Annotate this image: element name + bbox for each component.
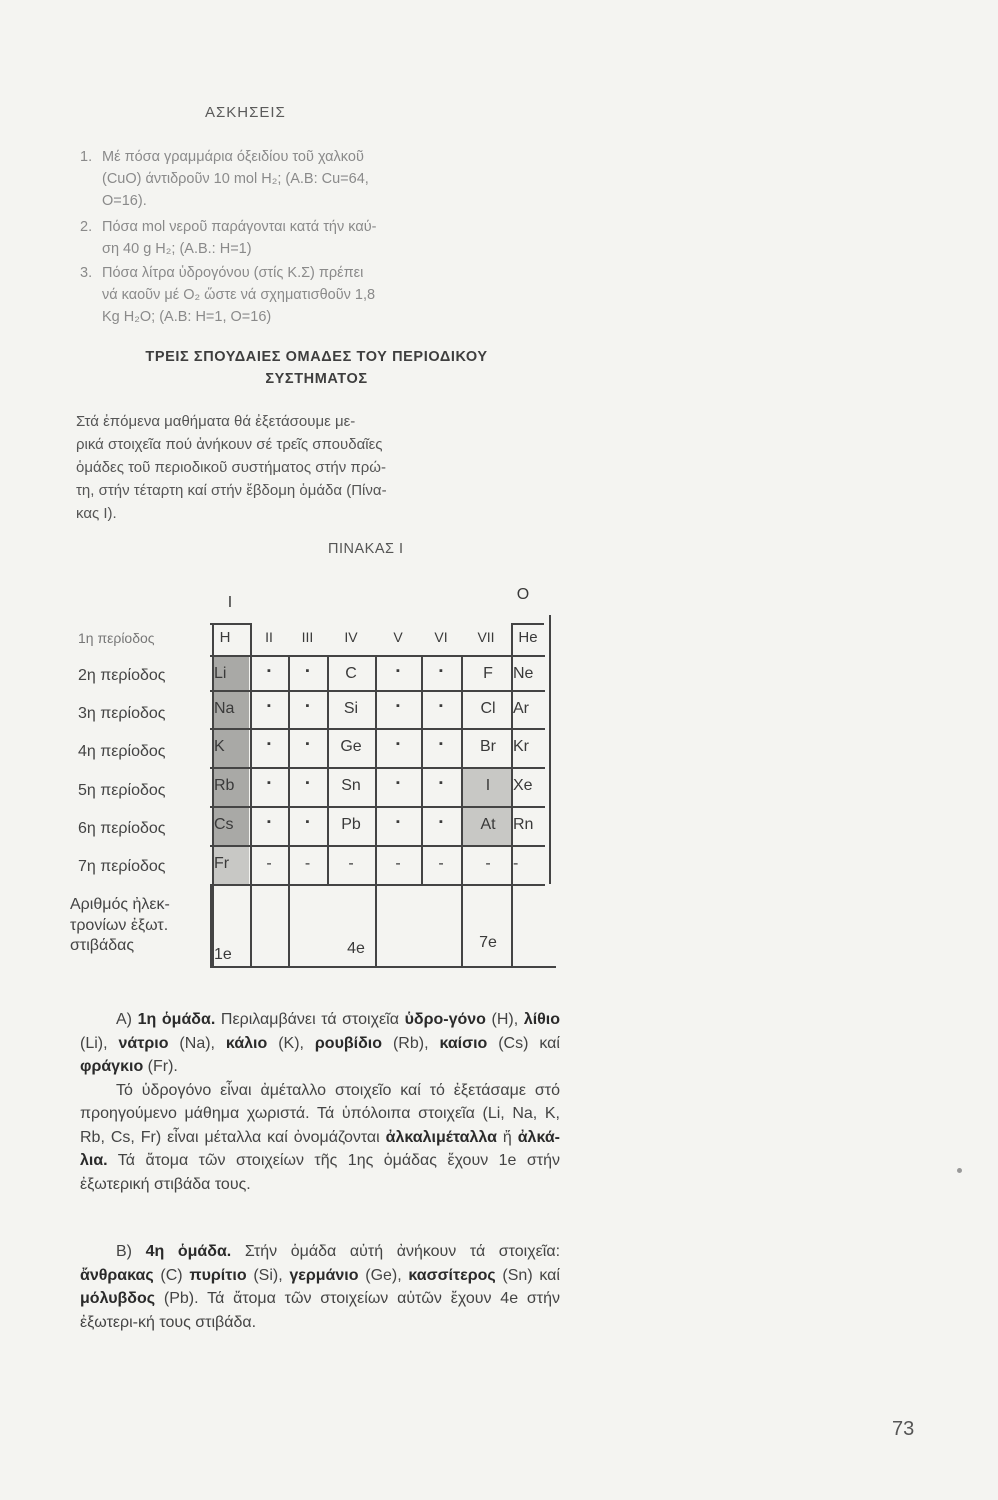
element-g0: Ar	[513, 700, 529, 717]
para-text: Τό ὑδρογόνο εἶναι ἀμέταλλο στοιχεῖο καί τό ἐξετάσαμε στό προηγούμενο μάθημα χωριστά. Τά ὑπόλοιπα στοιχεῖα (Li, Na, K, Rb, Cs, Fr) εἶναι μέταλλα καί ὀνομάζονται	[80, 1081, 560, 1146]
exercise-line: (CuO) άντιδροῦν 10 mol H₂; (A.B: Cu=64,	[102, 171, 369, 187]
group-header: VII	[477, 629, 495, 645]
period-label: 7η περίοδος	[78, 858, 166, 875]
grid-line	[461, 655, 463, 966]
element-g4: Ge	[340, 738, 362, 755]
filler-mark: ▪	[305, 738, 310, 750]
intro-line: τη, στήν τέταρτη καί στήν ἕβδομη ὁμάδα (Πίνα-	[76, 482, 387, 499]
element-g1: K	[214, 738, 225, 755]
grid-line	[210, 806, 545, 808]
electrons-label-line: Αριθμός ἠλεκ-	[70, 896, 170, 913]
para-bold: μόλυβδος	[80, 1290, 156, 1307]
electrons-g7: 7e	[479, 934, 497, 951]
grid-line	[375, 655, 377, 966]
filler-mark: -	[395, 855, 401, 872]
filler-mark: ▪	[439, 816, 443, 828]
para-text: (Na),	[168, 1034, 226, 1052]
para-bold: κάλιο	[225, 1034, 268, 1052]
period-label: 4η περίοδος	[78, 743, 166, 760]
element-g0: Ne	[513, 665, 534, 682]
filler-mark: ▪	[267, 777, 271, 789]
para-bold: καίσιο	[439, 1034, 488, 1052]
filler-mark: ▪	[439, 738, 443, 750]
filler-mark: ▪	[439, 777, 443, 789]
para-bold: ἄνθρακας	[80, 1266, 154, 1284]
element-g7: I	[485, 777, 491, 794]
grid-line	[511, 623, 513, 966]
para-text: (Rb),	[382, 1034, 440, 1052]
element-g7: Cl	[480, 700, 496, 717]
filler-mark: ▪	[396, 816, 400, 828]
grid-line	[210, 884, 212, 966]
filler-mark: ▪	[439, 700, 443, 712]
para-bold: 4η ὁμάδα.	[145, 1243, 232, 1260]
electrons-label-line: στιβάδας	[70, 937, 135, 954]
exercise-line: Πόσα mol νεροῦ παράγονται κατά τήν καύ-	[102, 219, 377, 235]
element-g1: Li	[214, 665, 227, 682]
element-g1: Fr	[214, 855, 230, 872]
grid-line	[210, 690, 545, 692]
grid-line	[210, 767, 545, 769]
intro-line: ρικά στοιχεῖα πού ἀνήκουν σέ τρεῖς σπουδαῖες	[76, 436, 383, 453]
para-text: (Ge),	[358, 1266, 409, 1284]
filler-mark: -	[266, 855, 272, 872]
element-g1: Na	[214, 700, 235, 717]
element-g1: Rb	[214, 777, 235, 794]
para-bold: ἀλκαλιμέταλλα	[385, 1128, 497, 1146]
para-text: Περιλαμβάνει τά στοιχεῖα	[215, 1011, 405, 1028]
para-bold: νάτριο	[118, 1034, 169, 1052]
grid-line	[250, 623, 252, 966]
period-label: 6η περίοδος	[78, 820, 166, 837]
grid-line	[210, 728, 545, 730]
group-header: V	[393, 629, 403, 645]
group-label-I: I	[227, 594, 233, 611]
section-title-line: ΤΡΕΙΣ ΣΠΟΥΔΑΙΕΣ ΟΜΑΔΕΣ ΤΟΥ ΠΕΡΙΟΔΙΚΟΥ	[145, 349, 488, 365]
element-g4: Pb	[341, 816, 361, 833]
element-g4: Si	[343, 700, 359, 717]
grid-line	[210, 623, 250, 625]
exercise-line: Πόσα λίτρα ὑδρογόνου (στίς Κ.Σ) πρέπει	[102, 265, 364, 281]
table-caption: ΠΙΝΑΚΑΣ I	[328, 541, 404, 557]
grid-line	[210, 655, 545, 657]
electrons-g4: 4e	[347, 940, 365, 957]
filler-mark: ▪	[267, 665, 271, 677]
para-text: (Si),	[246, 1266, 290, 1284]
element-g7: Br	[480, 738, 496, 755]
para-bold: ρουβίδιο	[314, 1034, 383, 1052]
paragraph-group-4	[80, 1240, 560, 1334]
para-text: Στήν ὁμάδα αὐτή ἀνήκουν τά στοιχεῖα:	[231, 1243, 561, 1260]
exercise-number: 3.	[80, 265, 93, 281]
filler-mark: ▪	[396, 738, 400, 750]
para-bold: 1η ὁμάδα.	[137, 1011, 216, 1028]
grid-line	[421, 655, 423, 884]
group-label-O: O	[516, 586, 530, 603]
element-g0: Kr	[513, 738, 529, 755]
exercise-line: Μέ πόσα γραμμάρια όξειδίου τοῦ χαλκοῦ	[102, 149, 364, 165]
element-g7: -	[485, 855, 491, 872]
filler-mark: ▪	[439, 665, 443, 677]
para-text: (Cs) καί	[487, 1034, 560, 1052]
para-bold: λίθιο	[523, 1011, 561, 1028]
electrons-label	[70, 895, 170, 957]
intro-paragraph	[76, 410, 496, 525]
para-text: (K),	[267, 1034, 315, 1052]
filler-mark: ▪	[267, 816, 271, 828]
electrons-label-line: τρονίων ἐξωτ.	[70, 916, 169, 934]
para-bold: γερμάνιο	[289, 1266, 359, 1284]
para-lead: A)	[116, 1011, 138, 1028]
para-bold: κασσίτερος	[408, 1266, 496, 1284]
section-title-line: ΣΥΣΤΗΜΑΤΟΣ	[265, 371, 368, 387]
period-label: 2η περίοδος	[78, 667, 166, 684]
para-bold: φράγκιο	[80, 1058, 144, 1075]
intro-line: κας I).	[76, 505, 117, 522]
period-label: 5η περίοδος	[78, 782, 166, 799]
filler-mark: ▪	[267, 700, 271, 712]
filler-mark: ▪	[305, 665, 310, 677]
grid-line	[212, 623, 214, 966]
exercise-2	[80, 216, 470, 260]
element-g0: Rn	[513, 816, 534, 833]
filler-mark: -	[304, 855, 311, 872]
element-g4: -	[348, 855, 354, 872]
para-text: (C)	[153, 1266, 190, 1284]
element-g7: F	[483, 665, 493, 682]
para-bold: πυρίτιο	[189, 1266, 247, 1284]
intro-line: ὁμάδες τοῦ περιοδικοῦ συστήματος στήν πρώ-	[76, 459, 387, 476]
filler-mark: ▪	[305, 777, 310, 789]
para-text: ἤ	[496, 1128, 518, 1146]
exercise-line: Kg H₂O; (A.B: H=1, O=16)	[102, 309, 272, 325]
exercise-line: O=16).	[102, 193, 147, 209]
para-text: (Fr).	[143, 1058, 178, 1075]
exercise-line: ση 40 g H₂; (A.B.: H=1)	[102, 241, 252, 257]
group-header: IV	[344, 629, 358, 645]
section-title	[104, 346, 529, 390]
element-g4: Sn	[341, 777, 361, 794]
intro-line: Στά ἐπόμενα μαθήματα θά ἐξετάσουμε με-	[76, 413, 356, 430]
para-text: Τά ἄτομα τῶν στοιχείων τῆς 1ης ὁμάδας ἔχουν 1e στήν ἐξωτερική στιβάδα τους.	[80, 1152, 560, 1193]
grid-line	[511, 623, 544, 625]
element-g1: Cs	[214, 816, 234, 833]
filler-mark: ▪	[396, 777, 400, 789]
period-label: 1η περίοδος	[78, 630, 155, 646]
speck-mark	[957, 1168, 962, 1173]
group-header: VI	[434, 629, 448, 645]
exercise-1	[80, 146, 470, 212]
page-number: 73	[892, 1418, 915, 1440]
para-bold: ὑδρο-γόνο	[404, 1011, 486, 1028]
exercise-number: 2.	[80, 219, 93, 235]
element-g0: -	[513, 855, 519, 872]
filler-mark: ▪	[305, 700, 310, 712]
exercise-3	[80, 262, 470, 328]
exercise-line: νά καοῦν μέ O₂ ὥστε νά σχηματισθοῦν 1,8	[102, 287, 376, 303]
para-text: (Li),	[80, 1034, 119, 1052]
group-header: III	[301, 629, 314, 645]
element-g7: At	[480, 816, 496, 833]
filler-mark: -	[438, 855, 444, 872]
electrons-g1: 1e	[214, 946, 232, 963]
filler-mark: ▪	[305, 816, 310, 828]
paragraph-group-1	[80, 1008, 560, 1196]
grid-line	[210, 845, 545, 847]
para-bold: ἀλκά-λια.	[80, 1128, 561, 1169]
element-He: He	[518, 629, 538, 646]
element-g0: Xe	[513, 777, 533, 794]
grid-line	[288, 655, 290, 966]
para-lead: B)	[116, 1243, 146, 1260]
grid-line	[327, 655, 329, 884]
element-g4: C	[345, 665, 357, 682]
exercise-number: 1.	[80, 149, 93, 165]
element-H: H	[219, 629, 231, 646]
grid-line	[210, 966, 556, 968]
filler-mark: ▪	[396, 665, 400, 677]
filler-mark: ▪	[396, 700, 400, 712]
para-text: (H),	[485, 1011, 524, 1028]
group-header: II	[265, 629, 273, 645]
grid-line	[549, 615, 551, 884]
period-label: 3η περίοδος	[78, 705, 166, 722]
exercises-title: ΑΣΚΗΣΕΙΣ	[205, 104, 286, 121]
grid-line	[210, 884, 545, 886]
para-text: (Pb). Τά ἄτομα τῶν στοιχείων αὐτῶν ἔχουν 4e στήν ἐξωτερι-κή τους στιβάδα.	[80, 1290, 560, 1331]
para-text: (Sn) καί	[495, 1266, 560, 1284]
filler-mark: ▪	[267, 738, 271, 750]
